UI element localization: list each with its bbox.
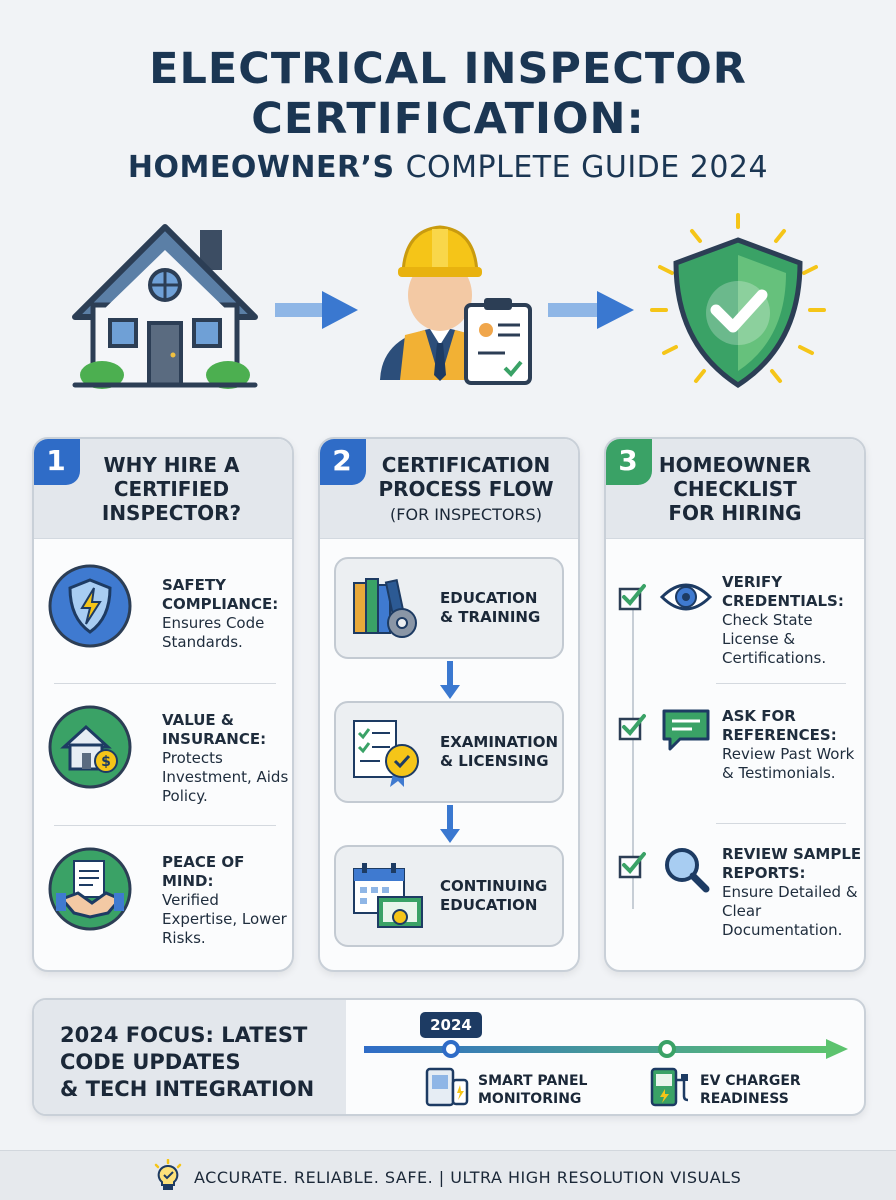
page-title-line1: ELECTRICAL INSPECTOR	[149, 44, 747, 94]
lightbulb-check-icon	[152, 1159, 184, 1193]
eye-icon	[658, 573, 714, 621]
item-text	[162, 853, 292, 948]
flow-step	[334, 701, 564, 803]
page-title-line2: CERTIFICATION:	[251, 94, 645, 144]
flow-step	[334, 557, 564, 659]
panel-title: CERTIFICATION PROCESS FLOW (FOR INSPECTORS)	[378, 453, 554, 524]
panel-header	[606, 439, 864, 539]
item-desc: Ensure Detailed & Clear Documentation.	[722, 883, 858, 939]
item-text	[162, 711, 292, 806]
item-desc: Check State License & Certifications.	[722, 611, 827, 667]
house-dollar-icon	[48, 705, 132, 789]
shield-bolt-icon	[48, 564, 132, 648]
step-number-badge: 2	[318, 437, 366, 485]
item-title: PEACE OF MIND:	[162, 853, 245, 890]
inspector-icon	[380, 227, 530, 383]
item-desc: Protects Investment, Aids Policy.	[162, 749, 289, 805]
item-desc: Ensures Code Standards.	[162, 614, 265, 651]
item-text	[722, 845, 862, 940]
year-badge: 2024	[420, 1012, 482, 1038]
svg-text:$: $	[101, 754, 111, 770]
focus-item-label: SMART PANEL MONITORING	[478, 1073, 588, 1107]
ev-charger-icon	[648, 1066, 692, 1108]
item-title: ASK FOR REFERENCES:	[722, 707, 837, 744]
shield-check-icon	[652, 215, 824, 385]
footer	[0, 1150, 896, 1200]
item-text	[722, 707, 862, 783]
panel-checklist	[604, 437, 866, 972]
item-title: SAFETY COMPLIANCE:	[162, 576, 279, 613]
books-gear-icon	[350, 573, 424, 643]
step-number-badge: 1	[32, 437, 80, 485]
checkbox-checked-icon	[618, 713, 646, 741]
exam-badge-icon	[350, 717, 424, 789]
item-text	[722, 573, 862, 668]
subtitle-light: COMPLETE GUIDE 2024	[405, 150, 769, 185]
footer-text: ACCURATE. RELIABLE. SAFE. | ULTRA HIGH RESOLUTION VISUALS	[194, 1168, 742, 1187]
focus-title-panel	[34, 1000, 346, 1114]
flow-step-label: CONTINUING EDUCATION	[440, 877, 548, 914]
flow-step-label: EDUCATION & TRAINING	[440, 589, 541, 626]
item-title: VERIFY CREDENTIALS:	[722, 573, 844, 610]
divider	[716, 683, 846, 684]
checkbox-checked-icon	[618, 851, 646, 879]
step-number-badge: 3	[604, 437, 652, 485]
focus-banner	[32, 998, 866, 1116]
handshake-icon	[48, 847, 132, 931]
flow-step	[334, 845, 564, 947]
focus-title: 2024 FOCUS: LATEST CODE UPDATES & TECH INTEGRATION	[60, 1023, 315, 1101]
smart-panel-icon	[424, 1066, 470, 1108]
calendar-certificate-icon	[350, 861, 426, 933]
house-icon	[75, 227, 255, 389]
divider	[54, 825, 276, 826]
panel-header	[34, 439, 292, 539]
arrow-down-icon	[438, 661, 462, 701]
panel-why-hire	[32, 437, 294, 972]
panel-title: HOMEOWNER CHECKLIST FOR HIRING	[658, 453, 812, 525]
arrow-right-icon	[275, 291, 358, 329]
divider	[54, 683, 276, 684]
panel-title: WHY HIRE A CERTIFIED INSPECTOR?	[101, 453, 242, 525]
focus-item-label: EV CHARGER READINESS	[700, 1073, 801, 1107]
flow-step-label: EXAMINATION & LICENSING	[440, 733, 559, 770]
hero-illustration	[0, 205, 896, 405]
chat-icon	[658, 707, 714, 755]
panel-header	[320, 439, 578, 539]
arrow-right-icon	[548, 291, 634, 329]
magnifier-icon	[658, 845, 714, 893]
divider	[716, 823, 846, 824]
timeline-arrow	[364, 1036, 854, 1062]
item-desc: Review Past Work & Testimonials.	[722, 745, 855, 782]
subtitle-bold: HOMEOWNER’S	[127, 150, 395, 185]
arrow-down-icon	[438, 805, 462, 845]
item-title: REVIEW SAMPLE REPORTS:	[722, 845, 862, 882]
item-desc: Verified Expertise, Lower Risks.	[162, 891, 287, 947]
item-title: VALUE & INSURANCE:	[162, 711, 267, 748]
page-subtitle	[0, 150, 896, 185]
panel-process-flow	[318, 437, 580, 972]
item-text	[162, 576, 292, 652]
panel-subtitle: (FOR INSPECTORS)	[390, 505, 542, 524]
checkbox-checked-icon	[618, 583, 646, 611]
